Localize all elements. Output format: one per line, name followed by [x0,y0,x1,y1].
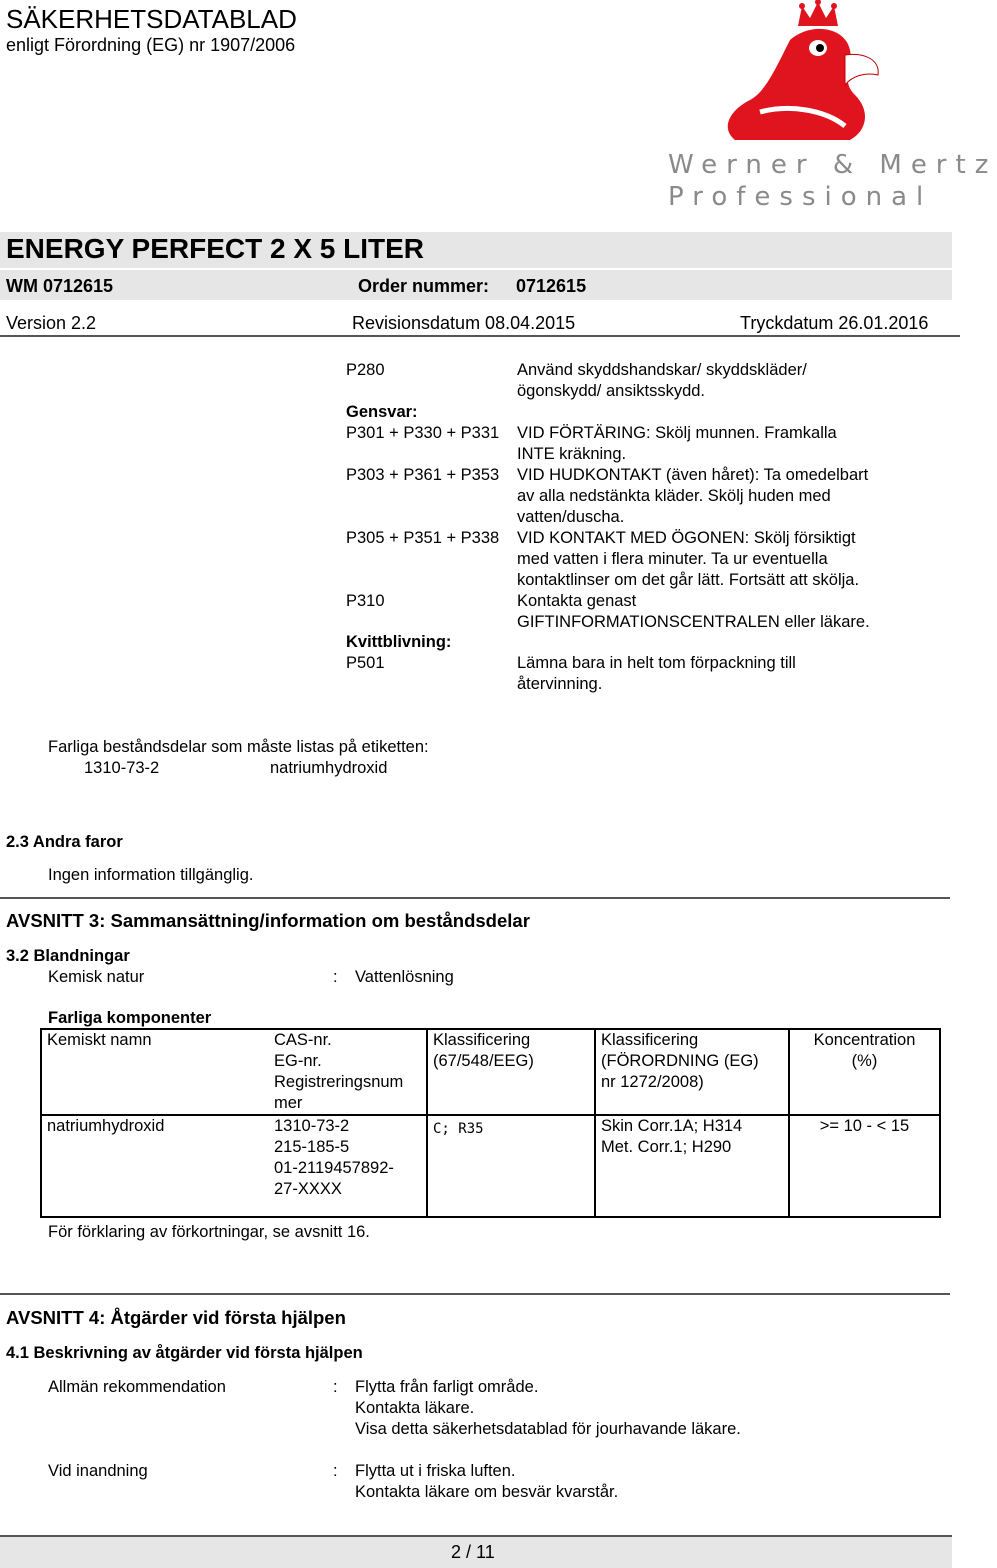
section-3-divider [0,897,950,899]
general-advice-line3: Visa detta säkerhetsdatablad för jourhavande läkare. [355,1420,741,1438]
p310-code: P310 [346,592,385,610]
p303-text-line2: av alla nedstänkta kläder. Skölj huden med [517,487,831,505]
cell-ids: 1310-73-2 215-185-5 01-2119457892- 27-XXXX [269,1115,427,1217]
cell-class-67548: C; R35 [427,1115,595,1217]
disposal-heading: Kvittblivning: [346,633,452,651]
p501-text-line1: Lämna bara in helt tom förpackning till [517,654,796,672]
p280-text-line2: ögonskydd/ ansiktsskydd. [517,382,706,400]
wm-number: WM 0712615 [6,276,114,296]
hazardous-components-table [40,1028,941,1218]
header-divider [0,335,960,337]
col-header-chemical-name: Kemiskt namn [41,1029,269,1115]
inhalation-line2: Kontakta läkare om besvär kvarstår. [355,1483,619,1501]
abbreviation-footnote: För förklaring av förkortningar, se avsnitt 16. [48,1223,370,1241]
chem-nature-colon: : [333,968,338,986]
logo-wordmark-line1: Werner & Mertz [668,150,997,180]
table-header-row [41,1029,940,1115]
label-component-cas: 1310-73-2 [84,759,160,777]
frog-king-icon [640,0,940,150]
col-header-ids: CAS-nr. EG-nr. Registreringsnum mer [269,1029,427,1115]
p305-code: P305 + P351 + P338 [346,529,500,547]
p305-text-line3: kontaktlinser om det går lätt. Fortsätt att skölja. [517,571,860,589]
p301-code: P301 + P330 + P331 [346,424,500,442]
chem-nature-value: Vattenlösning [355,968,454,986]
section-2-3-heading: 2.3 Andra faror [6,833,123,851]
document-subtitle: enligt Förordning (EG) nr 1907/2006 [6,35,296,55]
table-row [41,1115,940,1217]
chem-nature-label: Kemisk natur [48,968,145,986]
section-4-1-heading: 4.1 Beskrivning av åtgärder vid första hjälpen [6,1344,363,1362]
general-advice-line2: Kontakta läkare. [355,1399,475,1417]
label-components-heading: Farliga beståndsdelar som måste listas på etiketten: [48,738,429,756]
section-3-heading: AVSNITT 3: Sammansättning/information om beståndsdelar [6,910,530,931]
p303-text-line1: VID HUDKONTAKT (även håret): Ta omedelbart [517,466,869,484]
p305-text-line2: med vatten i flera minuter. Ta ur eventuella [517,550,828,568]
p501-text-line2: återvinning. [517,675,603,693]
section-4-divider [0,1293,950,1295]
general-advice-label: Allmän rekommendation [48,1378,226,1396]
product-name: ENERGY PERFECT 2 X 5 LITER [6,233,425,264]
version-info: Version 2.2 [6,313,97,333]
inhalation-colon: : [333,1462,338,1480]
general-advice-colon: : [333,1378,338,1396]
p280-text-line1: Använd skyddshandskar/ skyddskläder/ [517,361,807,379]
p310-text-line1: Kontakta genast [517,592,637,610]
cell-concentration: >= 10 - < 15 [789,1115,940,1217]
p301-text-line1: VID FÖRTÄRING: Skölj munnen. Framkalla [517,424,837,442]
label-component-name: natriumhydroxid [270,759,388,777]
section-2-3-text: Ingen information tillgänglig. [48,866,254,884]
col-header-class-67548: Klassificering (67/548/EEG) [427,1029,595,1115]
p310-text-line2: GIFTINFORMATIONSCENTRALEN eller läkare. [517,613,870,631]
response-heading: Gensvar: [346,403,418,421]
p501-code: P501 [346,654,385,672]
p305-text-line1: VID KONTAKT MED ÖGONEN: Skölj försiktigt [517,529,856,547]
order-number-label: Order nummer: [358,276,490,296]
col-header-concentration: Koncentration (%) [789,1029,940,1115]
order-number-value: 0712615 [516,276,587,296]
p303-text-line3: vatten/duscha. [517,508,625,526]
components-heading: Farliga komponenter [48,1009,212,1027]
document-title: SÄKERHETSDATABLAD [6,4,297,34]
p301-text-line2: INTE kräkning. [517,445,627,463]
p280-code: P280 [346,361,385,379]
inhalation-line1: Flytta ut i friska luften. [355,1462,516,1480]
revision-date: Revisionsdatum 08.04.2015 [352,313,576,333]
section-3-2-heading: 3.2 Blandningar [6,947,130,965]
cell-class-1272: Skin Corr.1A; H314 Met. Corr.1; H290 [595,1115,789,1217]
col-header-class-1272: Klassificering (FÖRORDNING (EG) nr 1272/2008) [595,1029,789,1115]
logo-wordmark-line2: Professional [668,182,933,212]
page-number: 2 / 11 [451,1542,495,1562]
inhalation-label: Vid inandning [48,1462,148,1480]
section-4-heading: AVSNITT 4: Åtgärder vid första hjälpen [6,1307,346,1328]
general-advice-line1: Flytta från farligt område. [355,1378,539,1396]
cell-chemical-name: natriumhydroxid [41,1115,269,1217]
p303-code: P303 + P361 + P353 [346,466,500,484]
print-date: Tryckdatum 26.01.2016 [740,313,929,333]
